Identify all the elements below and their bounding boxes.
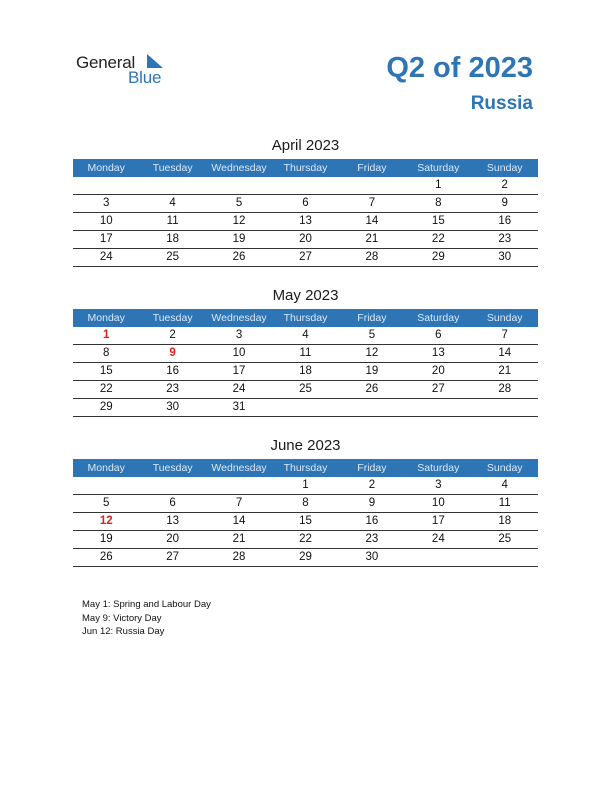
week-row <box>73 495 538 513</box>
day-cell: 23 <box>365 533 379 545</box>
day-cell: 2 <box>169 329 176 341</box>
weekday-label: Sunday <box>486 162 523 174</box>
day-cell: 9 <box>501 197 508 209</box>
day-cell: 29 <box>299 551 312 563</box>
day-cell: 13 <box>431 347 445 359</box>
week-row <box>73 549 538 567</box>
day-cell: 1 <box>435 179 442 191</box>
week-row <box>73 363 538 381</box>
holiday-note: May 1: Spring and Labour Day <box>82 599 211 610</box>
day-cell: 7 <box>501 329 508 341</box>
day-cell: 20 <box>299 233 312 245</box>
day-cell: 3 <box>235 329 243 341</box>
weekday-label: Wednesday <box>211 462 267 474</box>
day-cell: 8 <box>302 497 309 509</box>
day-cell: 7 <box>235 497 243 509</box>
week-row <box>73 327 538 345</box>
day-cell: 2 <box>501 179 508 191</box>
day-cell: 4 <box>501 479 508 491</box>
day-cell: 11 <box>299 347 312 359</box>
day-cell: 17 <box>431 515 445 527</box>
weekday-label: Thursday <box>283 312 328 324</box>
day-cell <box>339 399 405 416</box>
day-cell: 30 <box>166 401 180 413</box>
day-cell: 4 <box>302 329 309 341</box>
day-cell: 23 <box>166 383 180 395</box>
day-cell <box>339 177 405 194</box>
holiday-note: May 9: Victory Day <box>82 612 162 624</box>
day-cell: 27 <box>431 383 445 395</box>
day-cell: 26 <box>365 383 379 395</box>
day-cell <box>272 177 338 194</box>
day-cell: 10 <box>232 347 246 359</box>
weekday-label: Friday <box>357 462 387 474</box>
weekday-label: Sunday <box>486 312 523 324</box>
day-cell: 28 <box>232 551 246 563</box>
weekday-label: Sunday <box>486 462 523 474</box>
day-cell: 19 <box>99 533 113 545</box>
weekday-label: Monday <box>87 312 125 324</box>
day-cell: 30 <box>365 551 379 563</box>
day-cell: 27 <box>166 551 180 563</box>
weekday-header <box>73 459 538 477</box>
day-cell: 22 <box>431 233 445 245</box>
day-cell: 16 <box>365 515 379 527</box>
day-cell: 24 <box>99 251 113 263</box>
weekday-label: Monday <box>87 462 125 474</box>
day-cell: 20 <box>431 365 445 377</box>
day-cell: 18 <box>166 233 180 245</box>
weekday-label: Tuesday <box>152 462 193 474</box>
day-cell: 15 <box>99 365 113 377</box>
day-cell <box>139 177 205 194</box>
week-row <box>73 177 538 195</box>
day-cell: 1 <box>103 329 110 341</box>
weekday-label: Thursday <box>283 462 328 474</box>
weekday-label: Tuesday <box>152 162 193 174</box>
day-cell: 7 <box>368 197 376 209</box>
logo-text-blue: Blue <box>128 68 162 87</box>
week-row <box>73 213 538 231</box>
day-cell: 6 <box>435 329 442 341</box>
day-cell: 31 <box>232 401 246 413</box>
day-cell: 16 <box>166 365 180 377</box>
day-cell: 12 <box>99 515 113 527</box>
weekday-header <box>73 309 538 327</box>
week-row <box>73 195 538 213</box>
day-cell <box>73 477 139 494</box>
day-cell <box>405 549 471 566</box>
day-cell: 26 <box>99 551 113 563</box>
logo-text-general: General <box>76 53 136 72</box>
day-cell <box>405 399 471 416</box>
day-cell: 13 <box>166 515 180 527</box>
day-cell: 21 <box>365 233 379 245</box>
week-row <box>73 249 538 267</box>
day-cell <box>139 477 205 494</box>
day-cell: 14 <box>232 515 246 527</box>
day-cell: 18 <box>498 515 512 527</box>
month-calendar <box>73 287 538 417</box>
day-cell: 8 <box>103 347 110 359</box>
day-cell: 11 <box>166 215 179 227</box>
day-cell: 21 <box>232 533 246 545</box>
day-cell <box>206 477 272 494</box>
weekday-label: Tuesday <box>152 312 193 324</box>
week-row <box>73 381 538 399</box>
day-cell: 25 <box>299 383 312 395</box>
day-cell: 5 <box>368 329 376 341</box>
day-cell: 11 <box>498 497 511 509</box>
day-cell: 2 <box>368 479 376 491</box>
day-cell: 30 <box>498 251 512 263</box>
month-title: June 2023 <box>270 437 341 454</box>
week-row <box>73 231 538 249</box>
weekday-label: Friday <box>357 312 387 324</box>
day-cell: 6 <box>302 197 309 209</box>
day-cell: 15 <box>299 515 312 527</box>
weekday-label: Wednesday <box>211 312 267 324</box>
week-row <box>73 513 538 531</box>
weekday-label: Saturday <box>417 312 460 324</box>
generalblue-logo <box>76 53 186 89</box>
day-cell: 21 <box>498 365 512 377</box>
day-cell <box>472 549 538 566</box>
page-title: Q2 of 2023 <box>386 52 533 84</box>
day-cell: 6 <box>169 497 176 509</box>
day-cell: 17 <box>232 365 246 377</box>
day-cell: 10 <box>431 497 445 509</box>
weekday-label: Monday <box>87 162 125 174</box>
day-cell: 15 <box>431 215 445 227</box>
day-cell: 4 <box>169 197 176 209</box>
weekday-label: Friday <box>357 162 387 174</box>
day-cell: 9 <box>169 347 176 359</box>
day-cell: 22 <box>99 383 113 395</box>
day-cell: 12 <box>365 347 379 359</box>
weekday-label: Saturday <box>417 462 460 474</box>
day-cell: 29 <box>99 401 113 413</box>
day-cell: 29 <box>431 251 445 263</box>
day-cell: 14 <box>365 215 379 227</box>
day-cell: 28 <box>498 383 512 395</box>
day-cell <box>472 399 538 416</box>
day-cell <box>73 177 139 194</box>
day-cell: 25 <box>166 251 180 263</box>
weekday-header <box>73 159 538 177</box>
day-cell: 20 <box>166 533 180 545</box>
month-calendar <box>73 137 538 267</box>
day-cell: 16 <box>498 215 512 227</box>
day-cell: 3 <box>435 479 442 491</box>
week-row <box>73 477 538 495</box>
day-cell: 3 <box>103 197 110 209</box>
day-cell: 12 <box>232 215 246 227</box>
day-cell: 13 <box>299 215 312 227</box>
day-cell: 5 <box>235 197 243 209</box>
day-cell: 17 <box>99 233 113 245</box>
day-cell <box>206 177 272 194</box>
day-cell: 19 <box>232 233 246 245</box>
logo-triangle-icon <box>147 54 163 68</box>
country-name: Russia <box>470 93 533 114</box>
day-cell: 8 <box>435 197 442 209</box>
day-cell: 18 <box>299 365 312 377</box>
month-title: April 2023 <box>271 137 340 154</box>
day-cell: 25 <box>498 533 512 545</box>
weekday-label: Thursday <box>283 162 328 174</box>
day-cell: 19 <box>365 365 379 377</box>
day-cell: 28 <box>365 251 379 263</box>
day-cell: 22 <box>299 533 312 545</box>
day-cell: 5 <box>103 497 110 509</box>
month-title: May 2023 <box>272 287 339 304</box>
day-cell: 10 <box>99 215 113 227</box>
day-cell: 14 <box>498 347 512 359</box>
week-row <box>73 531 538 549</box>
day-cell: 1 <box>302 479 309 491</box>
holiday-note: Jun 12: Russia Day <box>82 626 165 637</box>
weekday-label: Saturday <box>417 162 460 174</box>
week-row <box>73 345 538 363</box>
holiday-notes <box>82 598 211 639</box>
day-cell <box>272 399 338 416</box>
month-calendar <box>73 437 538 567</box>
day-cell: 27 <box>299 251 312 263</box>
day-cell: 26 <box>232 251 246 263</box>
week-row <box>73 399 538 417</box>
weekday-label: Wednesday <box>211 162 267 174</box>
day-cell: 23 <box>498 233 512 245</box>
day-cell: 9 <box>368 497 376 509</box>
day-cell: 24 <box>431 533 445 545</box>
day-cell: 24 <box>232 383 246 395</box>
